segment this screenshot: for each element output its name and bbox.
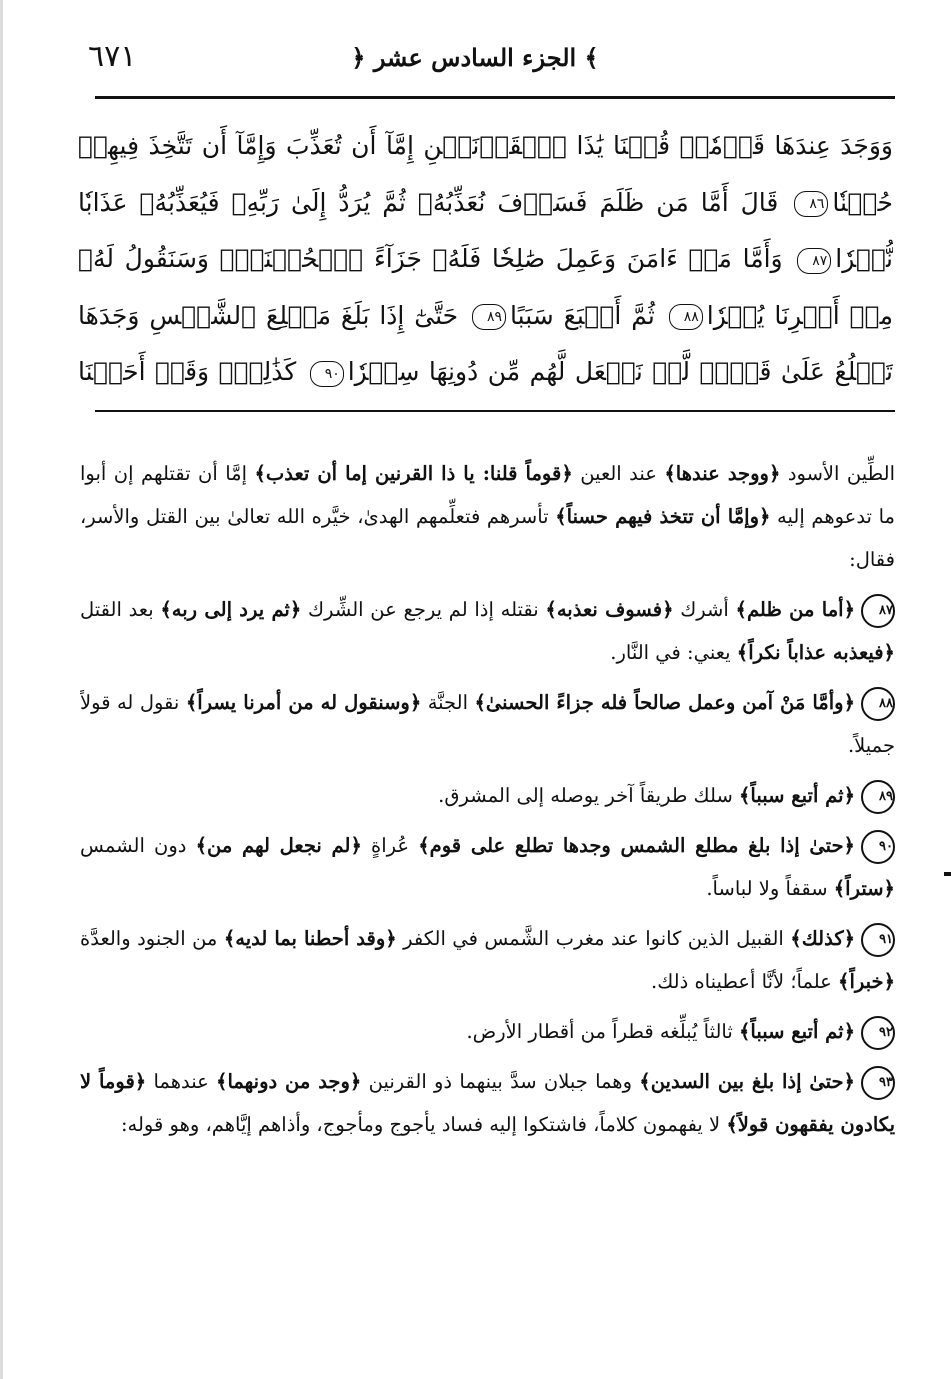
commentary-text: إمَّا أن تقتلهم إن أبوا ما تدعوهم إليه: [80, 462, 895, 528]
verse-number-marker: ٨٦: [794, 191, 828, 217]
commentary-entry: [80, 588, 895, 674]
verse-number-badge: ٩٣: [861, 1066, 895, 1100]
commentary-text: لا يفهمون كلاماً، فاشتكوا إليه فساد يأجوج ومأجوج، وأذاهم إيَّاهم، وهو قوله:: [120, 1113, 727, 1136]
header-divider: [95, 96, 895, 99]
quran-verses-block: [78, 118, 893, 400]
section-divider: [95, 410, 895, 412]
commentary-intro-paragraph: [80, 452, 895, 581]
quoted-verse-phrase: ﴿حتىٰ إذا بلغ مطلع الشمس وجدها تطلع على قوم﴾: [418, 834, 855, 857]
quoted-verse-phrase: ﴿قوماً قلنا: يا ذا القرنين إما أن تعذب﴾: [254, 462, 573, 485]
quoted-verse-phrase: ﴿وإمَّا أن تتخذ فيهم حسناً﴾: [555, 505, 771, 528]
quoted-verse-phrase: ﴿حتىٰ إذا بلغ بين السدين﴾: [639, 1070, 855, 1093]
verse-number-badge: ٩٠: [861, 830, 895, 864]
commentary-text: الطِّين الأسود: [780, 462, 895, 485]
quoted-verse-phrase: ﴿وسنقول له من أمرنا يسراً﴾: [185, 691, 422, 714]
tafsir-commentary: [80, 452, 895, 1342]
verse-number-marker: ٨٧: [797, 248, 831, 274]
verse-number-badge: ٩١: [861, 923, 895, 957]
commentary-text: بعد القتل: [80, 598, 161, 621]
commentary-text: وهما جبلان سدَّ بينهما ذو القرنين: [361, 1070, 640, 1093]
commentary-text: القبيل الذين كانوا عند مغرب الشَّمس في الكفر: [396, 927, 791, 950]
commentary-text: علماً؛ لأنَّا أعطيناه ذلك.: [651, 970, 839, 993]
commentary-text: سلك طريقاً آخر يوصله إلى المشرق.: [438, 784, 739, 807]
verse-text: حَتَّىٰٓ إِذَا بَلَغَ مَطۡلِعَ ٱلشَّمۡسِ وَجَدَهَا تَطۡلُعُ عَلَىٰ قَوۡمٖ لَّمۡ نَجۡعَل لَّهُم مِّن دُونِهَا سِتۡرٗا: [78, 300, 893, 386]
commentary-text: دون الشمس: [80, 834, 196, 857]
commentary-text: نقول له قولاً جميلاً.: [80, 691, 895, 757]
commentary-text: من الجنود والعدَّة: [80, 927, 224, 950]
commentary-entry: [80, 1010, 895, 1053]
verse-number-marker: ٩٠: [310, 361, 344, 387]
commentary-text: سقفاً ولا لباساً.: [706, 877, 834, 900]
quoted-verse-phrase: ﴿ووجد عندها﴾: [664, 462, 781, 485]
commentary-entry: [80, 681, 895, 767]
scan-edge-shadow: [0, 0, 3, 1379]
commentary-text: الجنَّة: [421, 691, 475, 714]
quoted-verse-phrase: ﴿ثم يرد إلى ربه﴾: [160, 598, 302, 621]
quoted-verse-phrase: ﴿فيعذبه عذاباً نكراً﴾: [736, 641, 895, 664]
commentary-entry: [80, 1060, 895, 1146]
quoted-verse-phrase: ﴿كذلك﴾: [790, 927, 856, 950]
commentary-text: عند العين: [572, 462, 665, 485]
commentary-text: عُراةٍ: [361, 834, 419, 857]
commentary-entry: [80, 774, 895, 817]
quoted-verse-phrase: ﴿ثم أتبع سبباً﴾: [739, 784, 855, 807]
verse-number-marker: ٨٩: [472, 304, 506, 330]
commentary-text: تأسرهم فتعلِّمهم الهدىٰ، خيَّره الله تعالىٰ بين القتل والأسر، فقال:: [80, 505, 895, 571]
running-header-title: ﴿ الجزء السادس عشر ﴾: [351, 43, 599, 72]
quoted-verse-phrase: ﴿ثم أتبع سبباً﴾: [739, 1020, 855, 1043]
commentary-entry: [80, 917, 895, 1003]
commentary-text: أشرك: [673, 598, 736, 621]
commentary-text: يعني: في النَّار.: [610, 641, 737, 664]
quoted-verse-phrase: ﴿أما من ظلم﴾: [735, 598, 855, 621]
quoted-verse-phrase: ﴿فسوف نعذبه﴾: [545, 598, 674, 621]
commentary-text: نقتله إذا لم يرجع عن الشِّرك: [301, 598, 546, 621]
quoted-verse-phrase: ﴿ستراً﴾: [833, 877, 895, 900]
verse-text: كَذَٰلِكَۖ وَقَدۡ أَحَطۡنَا: [78, 357, 297, 386]
verse-number-badge: ٨٨: [861, 687, 895, 721]
quoted-verse-phrase: ﴿خبراً﴾: [838, 970, 895, 993]
quoted-verse-phrase: ﴿وجد من دونهما﴾: [216, 1070, 362, 1093]
page-number: ٦٧١: [88, 39, 137, 74]
scan-edge-mark: [944, 872, 951, 876]
verse-text: قَالَ أَمَّا مَن ظَلَمَ فَسَوۡفَ نُعَذِّبُهُۥ ثُمَّ يُرَدُّ إِلَىٰ رَبِّهِۦ فَيُعَذِّبُهُۥ عَذَابٗا نُّكۡرٗا: [78, 187, 893, 273]
verse-number-marker: ٨٨: [669, 304, 703, 330]
quoted-verse-phrase: ﴿وقد أحطنا بما لديه﴾: [223, 927, 397, 950]
verse-text: وَوَجَدَ عِندَهَا قَوۡمٗاۗ قُلۡنَا يَٰذَا ٱلۡقَرۡنَيۡنِ إِمَّآ أَن تُعَذِّبَ وَإِمَّآ أَن تَتَّخِذَ فِيهِمۡ حُسۡنٗا: [78, 131, 893, 217]
commentary-entry: [80, 824, 895, 910]
commentary-text: ثالثاً يُبلِّغه قطراً من أقطار الأرض.: [466, 1020, 739, 1043]
verse-text: ثُمَّ أَتۡبَعَ سَبَبًا: [510, 300, 655, 330]
verse-number-badge: ٩٢: [861, 1016, 895, 1050]
commentary-text: عندهما: [146, 1070, 217, 1093]
verse-text: وَأَمَّا مَنۡ ءَامَنَ وَعَمِلَ صَٰلِحٗا فَلَهُۥ جَزَآءً ٱلۡحُسۡنَىٰۖ وَسَنَقُولُ لَهُۥ مِنۡ أَمۡرِنَا يُسۡرٗا: [78, 244, 893, 330]
quoted-verse-phrase: ﴿وأمَّا مَنْ آمن وعمل صالحاً فله جزاءً الحسنىٰ﴾: [474, 691, 856, 714]
verse-number-badge: ٨٧: [861, 594, 895, 628]
verse-number-badge: ٨٩: [861, 780, 895, 814]
quoted-verse-phrase: ﴿لم نجعل لهم من﴾: [195, 834, 362, 857]
quoted-verse-phrase: ﴿قوماً لا يكادون يفقهون قولاً﴾: [80, 1070, 895, 1136]
